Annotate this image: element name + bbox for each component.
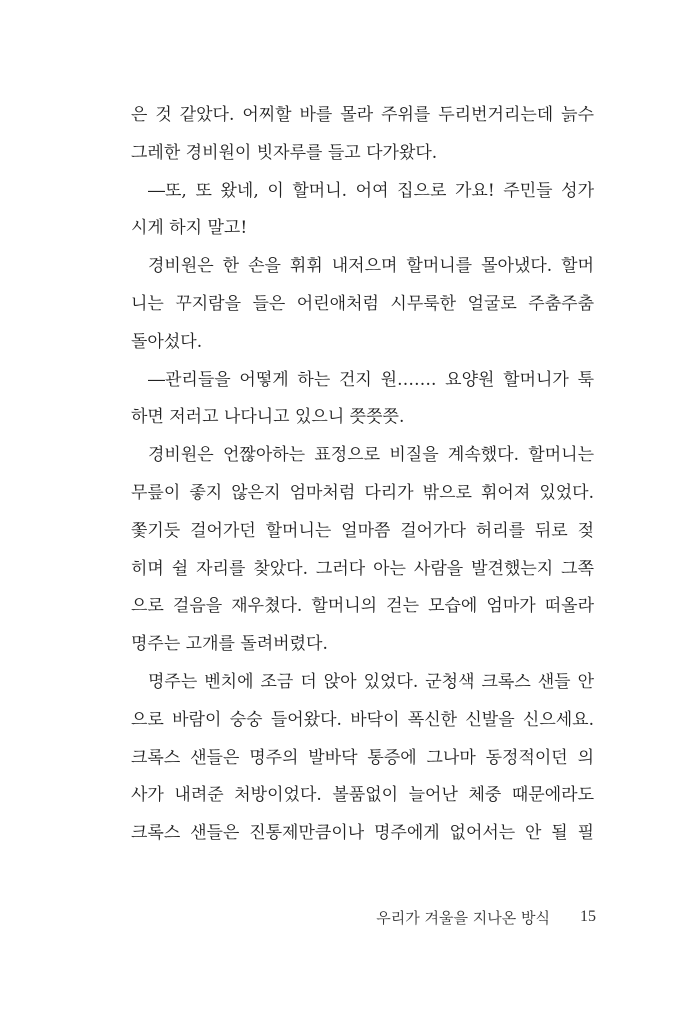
text-line: 으로 걸음을 재우쳤다. 할머니의 걷는 모습에 엄마가 떠올라 (131, 596, 594, 617)
text-line: 명주는 고개를 돌려버렸다. (131, 634, 328, 655)
text-line: ―관리들을 어떻게 하는 건지 원……. 요양원 할머니가 툭 (148, 369, 594, 390)
text-line: 시게 하지 말고! (131, 218, 248, 239)
body-text (131, 97, 594, 853)
text-line: 은 것 같았다. 어찌할 바를 몰라 주위를 두리번거리는데 늙수 (131, 105, 594, 125)
running-title: 우리가 겨울을 지나온 방식 (376, 908, 550, 927)
text-line: 크록스 샌들은 진통제만큼이나 명주에게 없어서는 안 될 필 (131, 823, 594, 844)
text-line: 돌아섰다. (131, 331, 203, 352)
text-line: 그레한 경비원이 빗자루를 들고 다가왔다. (131, 142, 438, 163)
text-line: 하면 저러고 나다니고 있으니 쯧쯧쯧. (131, 407, 405, 428)
text-line: 경비원은 언짢아하는 표정으로 비질을 계속했다. 할머니는 (148, 445, 594, 466)
text-line: 명주는 벤치에 조금 더 앉아 있었다. 군청색 크록스 샌들 안 (148, 671, 594, 692)
text-line: 히며 쉴 자리를 찾았다. 그러다 아는 사람을 발견했는지 그쪽 (131, 558, 594, 579)
text-line: ―또, 또 왔네, 이 할머니. 어여 집으로 가요! 주민들 성가 (148, 180, 594, 201)
text-line: 니는 꾸지람을 들은 어린애처럼 시무룩한 얼굴로 주춤주춤 (131, 293, 594, 314)
text-line: 경비원은 한 손을 휘휘 내저으며 할머니를 몰아냈다. 할머 (148, 256, 594, 277)
text-line: 무릎이 좋지 않은지 엄마처럼 다리가 밖으로 휘어져 있었다. (131, 482, 594, 503)
text-line: 으로 바람이 숭숭 들어왔다. 바닥이 폭신한 신발을 신으세요. (131, 709, 594, 730)
page-number: 15 (580, 908, 596, 925)
text-line: 사가 내려준 처방이었다. 볼품없이 늘어난 체중 때문에라도 (131, 785, 594, 806)
text-line: 쫓기듯 걸어가던 할머니는 얼마쯤 걸어가다 허리를 뒤로 젖 (131, 520, 594, 541)
text-line: 크록스 샌들은 명주의 발바닥 통증에 그나마 동정적이던 의 (131, 747, 594, 768)
page-footer (300, 904, 596, 930)
